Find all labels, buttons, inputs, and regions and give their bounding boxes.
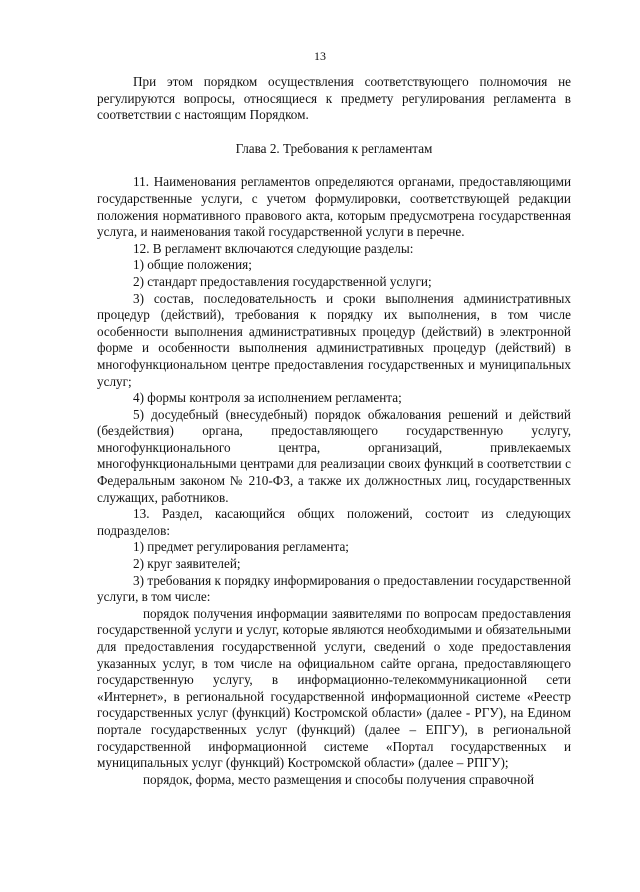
- list-item: 3) состав, последовательность и сроки выполнения административных процедур (действий), требования к порядку их выполнения, в том числе особенности выполнения административных процедур (действий) в электронной форме и особенности выполнения административных процедур (действий) в многофункциональном центре предоставления государственных и муниципальных услуг;: [97, 290, 571, 389]
- list-item: 4) формы контроля за исполнением регламента;: [133, 390, 402, 406]
- paragraph-11: 11. Наименования регламентов определяются органами, предоставляющими государственные услуги, с учетом формулировки, соответствующей редакции положения нормативного правового акта, которым предусмотрена государственная услуга, и наименования такой государственной услуги в перечне.: [97, 174, 571, 240]
- list-item: 2) круг заявителей;: [133, 556, 241, 572]
- sub-paragraph: порядок получения информации заявителями по вопросам предоставления государственной услуги и услуг, которые являются необходимыми и обязательными для предоставления государственной услуги, сведений о ходе предоставления указанных услуг, в том числе на официальном сайте органа, предоставляющего государственную услугу, в информационно-телекоммуникационной сети «Интернет», в региональной государственной информационной системе «Реестр государственных услуг (функций) Костромской области» (далее - РГУ), на Едином портале государственных услуг (функций) (далее – ЕПГУ), в региональной государственной информационной системе «Портал государственных и муниципальных услуг (функций) Костромской области» (далее – РПГУ);: [97, 605, 571, 771]
- list-item: 5) досудебный (внесудебный) порядок обжалования решений и действий (бездействия) органа, предоставляющего государственную услугу, многофункционального центра, организаций, привлекаемых многофункциональными центрами для реализации своих функций в соответствии с Федеральным законом № 210-ФЗ, а также их должностных лиц, государственных служащих, работников.: [97, 406, 571, 505]
- paragraph-13: 13. Раздел, касающийся общих положений, состоит из следующих подразделов:: [97, 506, 571, 538]
- intro-paragraph: При этом порядком осуществления соответствующего полномочия не регулируются вопросы, относящиеся к предмету регулирования регламента в соответствии с настоящим Порядком.: [97, 74, 571, 123]
- list-item: 1) предмет регулирования регламента;: [133, 539, 349, 555]
- sub-paragraph: порядок, форма, место размещения и способы получения справочной: [143, 771, 535, 787]
- list-item: 3) требования к порядку информирования о предоставлении государственной услуги, в том числе:: [97, 572, 571, 605]
- list-item: 1) общие положения;: [133, 257, 252, 273]
- document-body: [97, 74, 571, 788]
- page-number: 13: [314, 49, 326, 63]
- list-item: 2) стандарт предоставления государственной услуги;: [133, 273, 432, 289]
- chapter-heading: Глава 2. Требования к регламентам: [235, 140, 433, 156]
- paragraph-12: 12. В регламент включаются следующие разделы:: [133, 240, 414, 256]
